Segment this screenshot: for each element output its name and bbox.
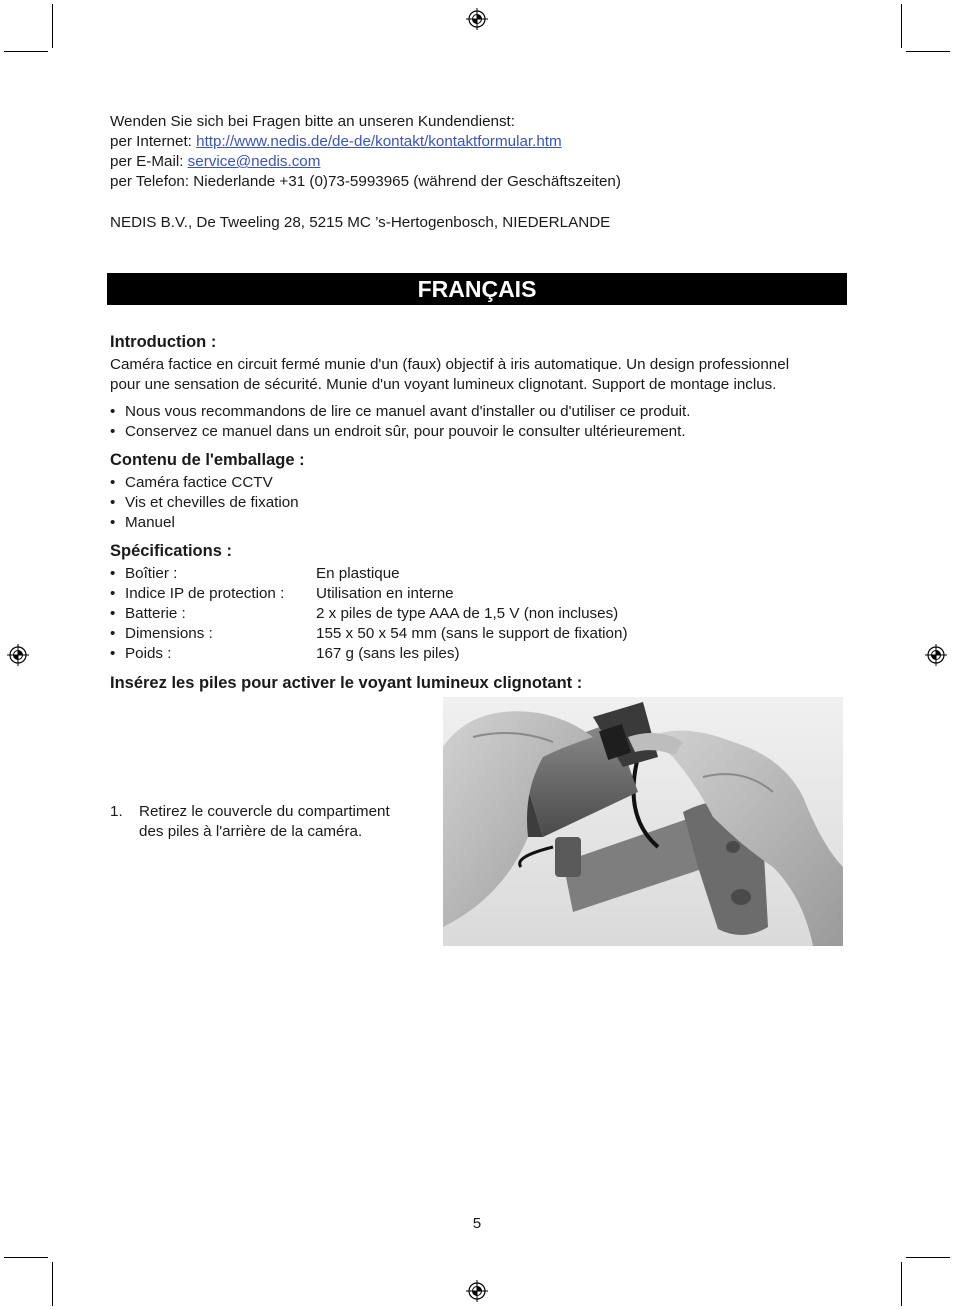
step-1 — [110, 802, 430, 842]
list-item: • Nous vous recommandons de lire ce manuel avant d'installer ou d'utiliser ce produit. — [110, 403, 691, 420]
bullet-icon: • — [110, 494, 116, 511]
spec-label: Boîtier : — [125, 565, 178, 582]
spec-label: Dimensions : — [125, 625, 213, 642]
camera-hands-illustration — [443, 697, 843, 946]
list-item: • Caméra factice CCTV — [110, 474, 273, 491]
crop-mark — [4, 51, 48, 52]
registration-mark-icon — [466, 1280, 488, 1302]
spec-row — [110, 564, 850, 584]
contact-intro: Wenden Sie sich bei Fragen bitte an unseren Kundendienst: — [110, 113, 515, 130]
contact-phone: per Telefon: Niederlande +31 (0)73-5993965 (während der Geschäftszeiten) — [110, 173, 621, 190]
bullet-icon: • — [110, 605, 116, 622]
registration-mark-icon — [466, 8, 488, 30]
crop-mark — [52, 1262, 53, 1306]
crop-mark — [4, 1257, 48, 1258]
bullet-icon: • — [110, 514, 116, 531]
crop-mark — [901, 1262, 902, 1306]
language-header: FRANÇAIS — [107, 273, 847, 305]
spec-label: Batterie : — [125, 605, 186, 622]
bullet-icon: • — [110, 625, 116, 642]
introduction-text: Caméra factice en circuit fermé munie d'un (faux) objectif à iris automatique. Un design professionnel — [110, 356, 790, 373]
introduction-heading: Introduction : — [110, 333, 217, 351]
list-item: • Vis et chevilles de fixation — [110, 494, 299, 511]
contact-internet — [110, 132, 850, 152]
bullet-icon: • — [110, 403, 116, 420]
crop-mark — [906, 51, 950, 52]
list-item: • Manuel — [110, 514, 175, 531]
page-number: 5 — [472, 1215, 482, 1232]
spec-row — [110, 584, 850, 604]
company-address: NEDIS B.V., De Tweeling 28, 5215 MC ’s-Hertogenbosch, NIEDERLANDE — [110, 214, 611, 231]
spec-value: Utilisation en interne — [316, 585, 454, 602]
contact-form-link[interactable]: http://www.nedis.de/de-de/kontakt/kontaktformular.htm — [196, 133, 562, 150]
step-text: des piles à l'arrière de la caméra. — [139, 823, 363, 840]
crop-mark — [906, 1257, 950, 1258]
contact-email — [110, 152, 850, 172]
step-number: 1. — [110, 803, 123, 820]
bullet-icon: • — [110, 474, 116, 491]
specs-heading: Spécifications : — [110, 542, 232, 560]
crop-mark — [901, 4, 902, 48]
introduction-text: pour une sensation de sécurité. Munie d'un voyant lumineux clignotant. Support de montage inclus. — [110, 376, 777, 393]
spec-row — [110, 624, 850, 644]
spec-label: Poids : — [125, 645, 172, 662]
step-text: Retirez le couvercle du compartiment — [139, 803, 390, 820]
list-item: • Conservez ce manuel dans un endroit sûr, pour pouvoir le consulter ultérieurement. — [110, 423, 686, 440]
spec-value: 155 x 50 x 54 mm (sans le support de fixation) — [316, 625, 628, 642]
contents-heading: Contenu de l'emballage : — [110, 451, 305, 469]
email-label: per E-Mail: — [110, 153, 188, 170]
spec-value: 167 g (sans les piles) — [316, 645, 460, 662]
introduction-section — [110, 331, 850, 395]
spec-row — [110, 644, 850, 664]
bullet-icon: • — [110, 565, 116, 582]
registration-mark-icon — [7, 644, 29, 666]
contents-list — [110, 473, 850, 533]
spec-value: En plastique — [316, 565, 400, 582]
battery-heading: Insérez les piles pour activer le voyant lumineux clignotant : — [110, 674, 583, 692]
registration-mark-icon — [925, 644, 947, 666]
spec-label: Indice IP de protection : — [125, 585, 285, 602]
bullet-icon: • — [110, 423, 116, 440]
spec-value: 2 x piles de type AAA de 1,5 V (non incluses) — [316, 605, 619, 622]
email-link[interactable]: service@nedis.com — [187, 153, 321, 170]
internet-label: per Internet: — [110, 133, 197, 150]
bullet-icon: • — [110, 585, 116, 602]
camera-photo — [443, 697, 843, 946]
introduction-bullets — [110, 402, 850, 442]
specs-list — [110, 564, 850, 664]
contact-block — [110, 112, 850, 192]
bullet-icon: • — [110, 645, 116, 662]
spec-row — [110, 604, 850, 624]
crop-mark — [52, 4, 53, 48]
